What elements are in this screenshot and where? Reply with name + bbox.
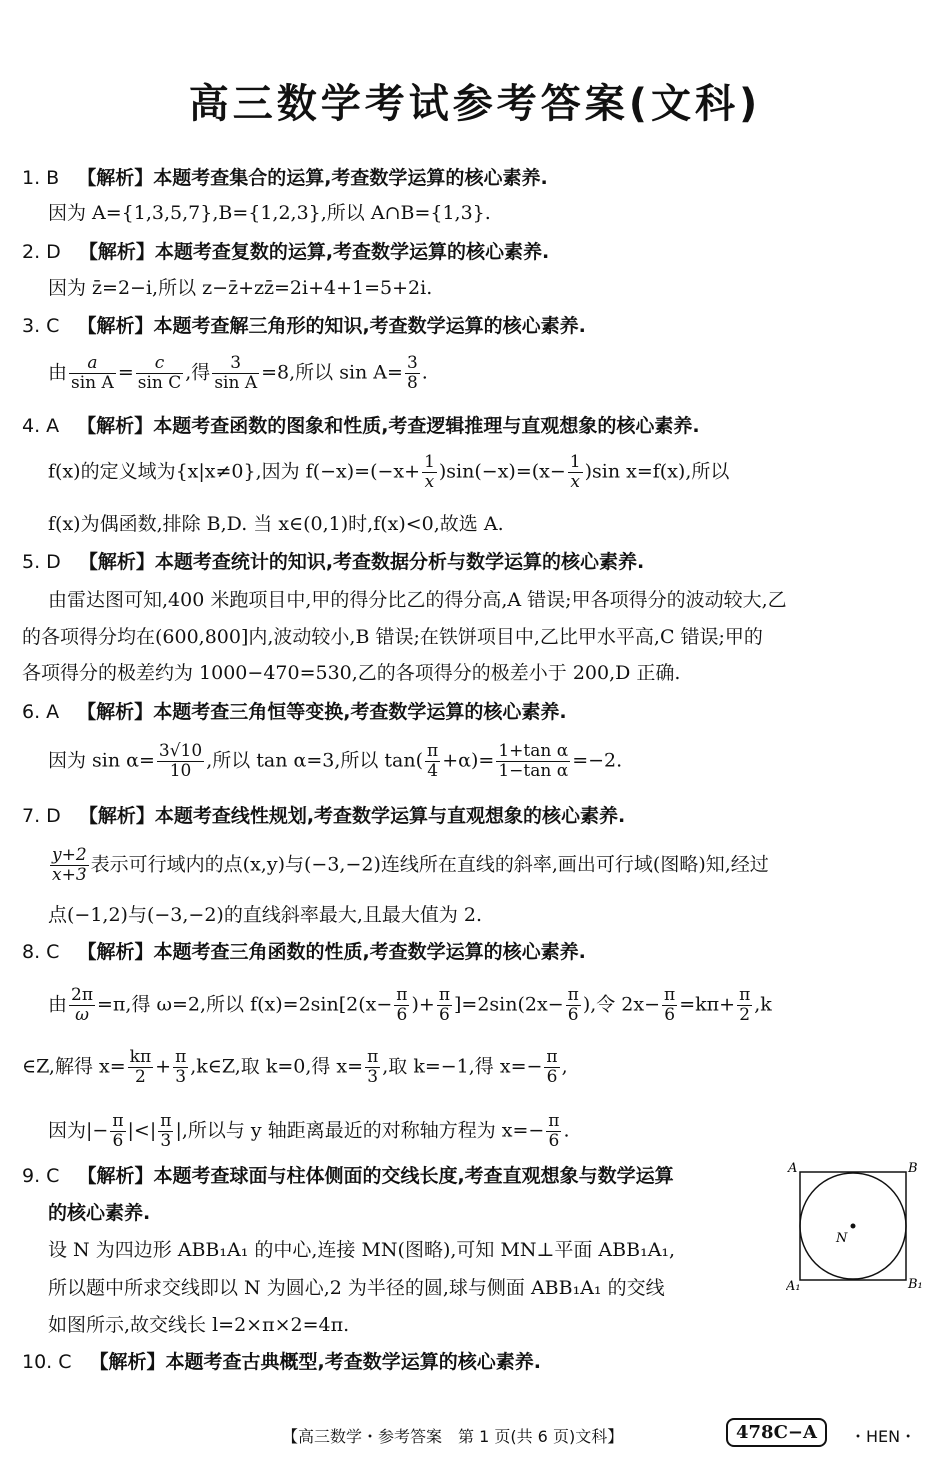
- denominator: 6: [396, 1005, 408, 1025]
- q9-header-cont: 的核心素养.: [48, 1202, 151, 1224]
- text: ,取 k=−1,得 x=−: [382, 1055, 543, 1078]
- text: 表示可行域内的点(x,y)与(−3,−2)连线所在直线的斜率,画出可行域(图略)知,经过: [90, 853, 769, 876]
- denominator: 4: [427, 761, 439, 781]
- fraction: [566, 986, 581, 1025]
- q5-line2: 的各项得分均在(600,800]内,波动较小,B 错误;在铁饼项目中,乙比甲水平高,C 错误;甲的: [22, 626, 763, 648]
- text: .: [563, 1119, 570, 1142]
- denominator: 10: [169, 761, 192, 781]
- denominator: 6: [567, 1005, 579, 1025]
- q6-line: [48, 742, 622, 781]
- denominator: sin A: [71, 373, 114, 393]
- analysis-tag: 【解析】: [89, 1351, 166, 1373]
- q4-line2: f(x)为偶函数,排除 B,D. 当 x∈(0,1)时,f(x)<0,故选 A.: [48, 513, 504, 535]
- label-a: A: [788, 1161, 798, 1176]
- numerator: 3√10: [158, 741, 203, 761]
- answer-number: 4. A: [22, 415, 60, 437]
- analysis-tag: 【解析】: [78, 241, 155, 263]
- fraction: [422, 453, 437, 492]
- fraction: [212, 354, 259, 393]
- text: +α)=: [442, 749, 495, 772]
- q9-line2: 所以题中所求交线即以 N 为圆心,2 为半径的圆,球与侧面 ABB₁A₁ 的交线: [48, 1277, 665, 1299]
- answer-number: 8. C: [22, 941, 60, 963]
- text: ,得: [185, 361, 211, 384]
- q9-line3: 如图所示,故交线长 l=2×π×2=4π.: [48, 1314, 350, 1336]
- text: |<|: [127, 1119, 157, 1142]
- text: ,所以 tan α=3,所以 tan(: [206, 749, 424, 772]
- analysis-tag: 【解析】: [77, 701, 154, 723]
- numerator: y+2: [52, 845, 87, 865]
- analysis-tag: 【解析】: [77, 167, 154, 189]
- numerator: 1: [569, 452, 581, 472]
- text: f(x)的定义域为{x|x≠0},因为 f(−x)=(−x+: [48, 460, 421, 483]
- denominator: sin A: [214, 373, 258, 393]
- answer-number: 7. D: [22, 805, 61, 827]
- fraction: [737, 986, 752, 1025]
- numerator: π: [367, 1047, 379, 1067]
- text: =kπ+: [679, 993, 736, 1016]
- fraction: [425, 742, 440, 781]
- answer-number: 6. A: [22, 701, 60, 723]
- analysis-tag: 【解析】: [77, 941, 154, 963]
- numerator: c: [136, 354, 184, 374]
- denominator: 2: [739, 1005, 751, 1025]
- denominator: 6: [546, 1067, 558, 1087]
- text: =8,所以 sin A=: [261, 361, 403, 384]
- numerator: a: [69, 354, 116, 374]
- text: +: [155, 1055, 172, 1078]
- q4-header: [22, 414, 700, 438]
- q1-header: [22, 166, 548, 190]
- fraction: [128, 1048, 153, 1087]
- q3-header: [22, 314, 586, 338]
- q8-line3: [48, 1112, 570, 1151]
- text: 由: [48, 361, 68, 384]
- denominator: 6: [112, 1131, 124, 1151]
- analysis-text: 本题考查线性规划,考查数学运算与直观想象的核心素养.: [154, 805, 626, 827]
- text: )+: [411, 993, 435, 1016]
- text: ,: [561, 1055, 568, 1078]
- fraction: [546, 1112, 561, 1151]
- analysis-text: 本题考查古典概型,考查数学运算的核心素养.: [165, 1351, 541, 1373]
- analysis-tag: 【解析】: [77, 415, 154, 437]
- answer-number: 5. D: [22, 551, 61, 573]
- numerator: 1+tan α: [498, 741, 569, 761]
- denominator: x: [570, 472, 580, 492]
- label-a1: A₁: [786, 1279, 801, 1290]
- center-point: [851, 1224, 856, 1229]
- answer-number: 3. C: [22, 315, 60, 337]
- q8-line2: [22, 1048, 568, 1087]
- fraction: [158, 1112, 173, 1151]
- q8-header: [22, 940, 586, 964]
- denominator: 2: [134, 1067, 146, 1087]
- denominator: 1−tan α: [498, 761, 569, 781]
- denominator: ω: [75, 1005, 89, 1025]
- page-title: 高三数学考试参考答案(文科): [188, 81, 762, 127]
- q9-header: [22, 1164, 674, 1188]
- label-b1: B₁: [908, 1277, 923, 1290]
- answer-number: 1. B: [22, 167, 60, 189]
- text: ,k: [754, 993, 772, 1016]
- numerator: 3: [212, 354, 259, 374]
- numerator: π: [548, 1111, 560, 1131]
- fraction: [136, 354, 184, 393]
- denominator: 8: [406, 373, 418, 393]
- fraction: [405, 354, 420, 393]
- analysis-tag: 【解析】: [77, 315, 154, 337]
- q9-line1: 设 N 为四边形 ABB₁A₁ 的中心,连接 MN(图略),可知 MN⊥平面 ABB₁A₁,: [48, 1239, 676, 1261]
- q6-header: [22, 700, 567, 724]
- denominator: x: [424, 472, 435, 492]
- numerator: π: [112, 1111, 124, 1131]
- denominator: sin C: [137, 373, 182, 393]
- fraction: [568, 453, 583, 492]
- denominator: 3: [160, 1131, 172, 1151]
- q10-header: [22, 1350, 541, 1374]
- answer-number: 2. D: [22, 241, 61, 263]
- exam-code-badge: 478C−A: [726, 1418, 827, 1447]
- numerator: π: [567, 985, 579, 1005]
- denominator: 6: [438, 1005, 450, 1025]
- analysis-text: 本题考查三角函数的性质,考查数学运算的核心素养.: [153, 941, 586, 963]
- numerator: π: [175, 1047, 187, 1067]
- fraction: [50, 846, 89, 885]
- numerator: 3: [406, 353, 418, 373]
- numerator: π: [427, 741, 439, 761]
- text: )sin(−x)=(x−: [438, 460, 566, 483]
- numerator: π: [739, 985, 751, 1005]
- answer-number: 9. C: [22, 1165, 60, 1187]
- analysis-tag: 【解析】: [77, 1165, 154, 1187]
- fraction: [110, 1112, 125, 1151]
- numerator: 2π: [71, 985, 94, 1005]
- q7-line1: [48, 846, 769, 885]
- text: ,k∈Z,取 k=0,得 x=: [190, 1055, 364, 1078]
- text: =−2.: [572, 749, 623, 772]
- text: =: [117, 361, 134, 384]
- fraction: [69, 986, 95, 1025]
- fraction: [365, 1048, 380, 1087]
- text: 由: [48, 993, 68, 1016]
- q7-header: [22, 804, 625, 828]
- fraction: [544, 1048, 559, 1087]
- text: 因为 sin α=: [48, 749, 155, 772]
- analysis-text: 本题考查统计的知识,考查数据分析与数学运算的核心素养.: [154, 551, 645, 573]
- sphere-cross-section-figure: [786, 1160, 926, 1290]
- text: =π,得 ω=2,所以 f(x)=2sin[2(x−: [97, 993, 393, 1016]
- fraction: [394, 986, 409, 1025]
- denominator: 3: [367, 1067, 379, 1087]
- analysis-text: 本题考查集合的运算,考查数学运算的核心素养.: [153, 167, 548, 189]
- q5-line3: 各项得分的极差约为 1000−470=530,乙的各项得分的极差小于 200,D 正确.: [22, 662, 681, 684]
- q5-line1: 由雷达图可知,400 米跑项目中,甲的得分比乙的得分高,A 错误;甲各项得分的波动较大,乙: [48, 589, 787, 611]
- analysis-text: 本题考查三角恒等变换,考查数学运算的核心素养.: [153, 701, 567, 723]
- denominator: 6: [664, 1005, 676, 1025]
- analysis-text: 本题考查解三角形的知识,考查数学运算的核心素养.: [153, 315, 586, 337]
- text: |,所以与 y 轴距离最近的对称轴方程为 x=−: [175, 1119, 545, 1142]
- numerator: kπ: [129, 1047, 152, 1067]
- q5-header: [22, 550, 644, 574]
- text: ]=2sin(2x−: [454, 993, 564, 1016]
- denominator: x+3: [52, 865, 87, 885]
- analysis-text: 本题考查函数的图象和性质,考查逻辑推理与直观想象的核心素养.: [153, 415, 700, 437]
- fraction: [496, 742, 570, 781]
- denominator: 6: [548, 1131, 560, 1151]
- q1-line: 因为 A={1,3,5,7},B={1,2,3},所以 A∩B={1,3}.: [48, 202, 491, 224]
- text: ),令 2x−: [582, 993, 661, 1016]
- q8-line1: [48, 986, 772, 1025]
- denominator: 3: [175, 1067, 187, 1087]
- numerator: 1: [424, 452, 435, 472]
- analysis-tag: 【解析】: [78, 805, 155, 827]
- q4-line1: [48, 453, 729, 492]
- label-n: N: [836, 1231, 848, 1246]
- fraction: [437, 986, 452, 1025]
- label-b: B: [908, 1161, 918, 1176]
- numerator: π: [546, 1047, 558, 1067]
- text: .: [421, 361, 428, 384]
- q2-line: 因为 z̄=2−i,所以 z−z̄+zz̄=2i+4+1=5+2i.: [48, 277, 433, 299]
- footer-text: 【高三数学・参考答案 第 1 页(共 6 页)文科】: [282, 1427, 624, 1446]
- fraction: [173, 1048, 188, 1087]
- numerator: π: [160, 1111, 172, 1131]
- analysis-text: 本题考查球面与柱体侧面的交线长度,考查直观想象与数学运算: [153, 1165, 674, 1187]
- fraction: [157, 742, 204, 781]
- analysis-text: 本题考查复数的运算,考查数学运算的核心素养.: [154, 241, 550, 263]
- analysis-tag: 【解析】: [78, 551, 155, 573]
- text: ∈Z,解得 x=: [22, 1055, 126, 1078]
- text: )sin x=f(x),所以: [584, 460, 730, 483]
- numerator: π: [664, 985, 676, 1005]
- footer-region: ・HEN・: [850, 1427, 917, 1446]
- q2-header: [22, 240, 549, 264]
- text: 因为|−: [48, 1119, 109, 1142]
- answer-number: 10. C: [22, 1351, 72, 1373]
- q7-line2: 点(−1,2)与(−3,−2)的直线斜率最大,且最大值为 2.: [48, 904, 483, 926]
- fraction: [69, 354, 116, 393]
- fraction: [662, 986, 677, 1025]
- q3-line: [48, 354, 428, 393]
- numerator: π: [438, 985, 450, 1005]
- numerator: π: [396, 985, 408, 1005]
